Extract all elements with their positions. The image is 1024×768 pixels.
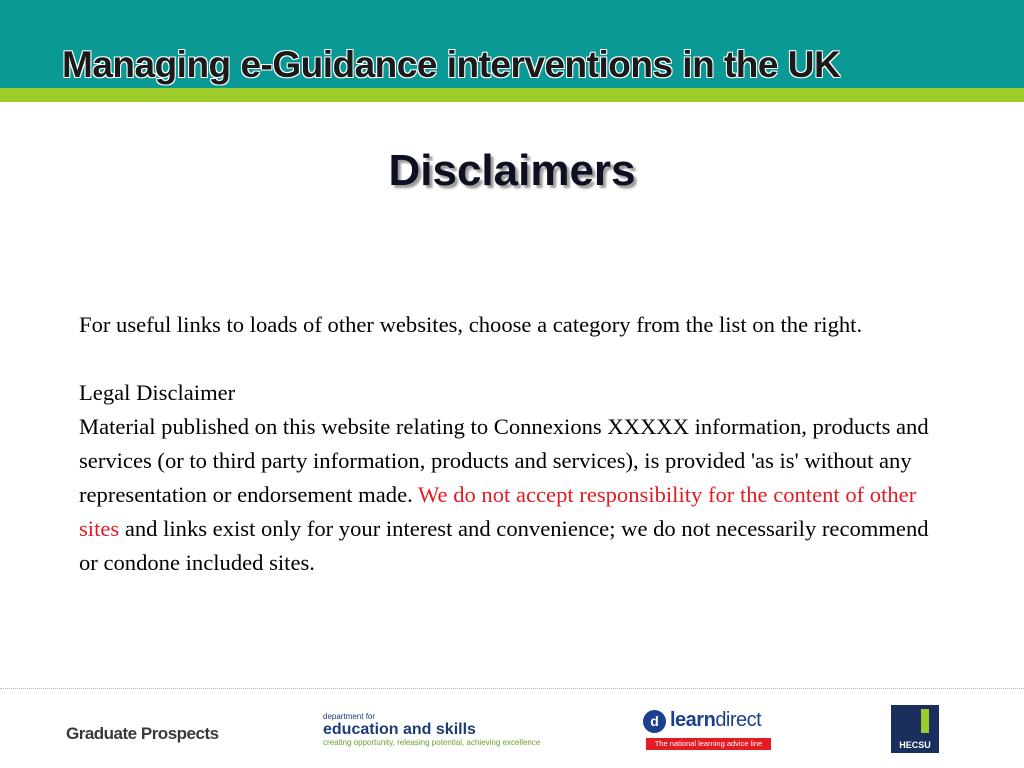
learndirect-direct: direct bbox=[715, 709, 762, 731]
intro-paragraph: For useful links to loads of other websites, choose a category from the list on the right. bbox=[79, 312, 863, 337]
dfes-tagline: creating opportunity, releasing potential, achieving excellence bbox=[323, 738, 541, 747]
learndirect-learn: learn bbox=[670, 709, 716, 731]
header-title: Managing e-Guidance interventions in the UK bbox=[62, 44, 841, 85]
slide-title: Disclaimers bbox=[388, 146, 636, 195]
learndirect-icon: d bbox=[643, 710, 666, 733]
dfes-line1: department for bbox=[323, 712, 376, 721]
legal-text-part-2: and links exist only for your interest and convenience; we do not necessarily recommend or condone included sites. bbox=[79, 516, 929, 575]
footer-logos bbox=[0, 700, 1024, 760]
hecsu-bar bbox=[921, 709, 929, 733]
legal-paragraph bbox=[79, 410, 949, 580]
dfes-line2: education and skills bbox=[323, 721, 476, 738]
learndirect-tagline: The national learning advice line bbox=[646, 738, 771, 750]
learndirect-wordmark bbox=[670, 709, 761, 732]
learndirect-logo bbox=[643, 708, 775, 750]
legal-text-part-1: Material published on this website relating to Connexions XXXXX information, products and services (or to third party information, products and services), is provided 'as is' without any representation or endorsement made. bbox=[79, 414, 929, 507]
graduate-prospects-logo: Graduate Prospects bbox=[66, 724, 219, 743]
header-banner bbox=[0, 0, 1024, 88]
paragraph-spacer bbox=[79, 342, 949, 376]
legal-heading: Legal Disclaimer bbox=[79, 380, 236, 405]
hecsu-logo bbox=[891, 705, 939, 753]
header-stripe bbox=[0, 88, 1024, 102]
footer-divider bbox=[0, 688, 1024, 689]
hecsu-label: HECSU bbox=[899, 740, 931, 750]
dfes-logo bbox=[323, 712, 540, 747]
body-text bbox=[79, 308, 949, 580]
legal-text-highlight: We do not accept responsibility for the content of other sites bbox=[79, 482, 917, 541]
